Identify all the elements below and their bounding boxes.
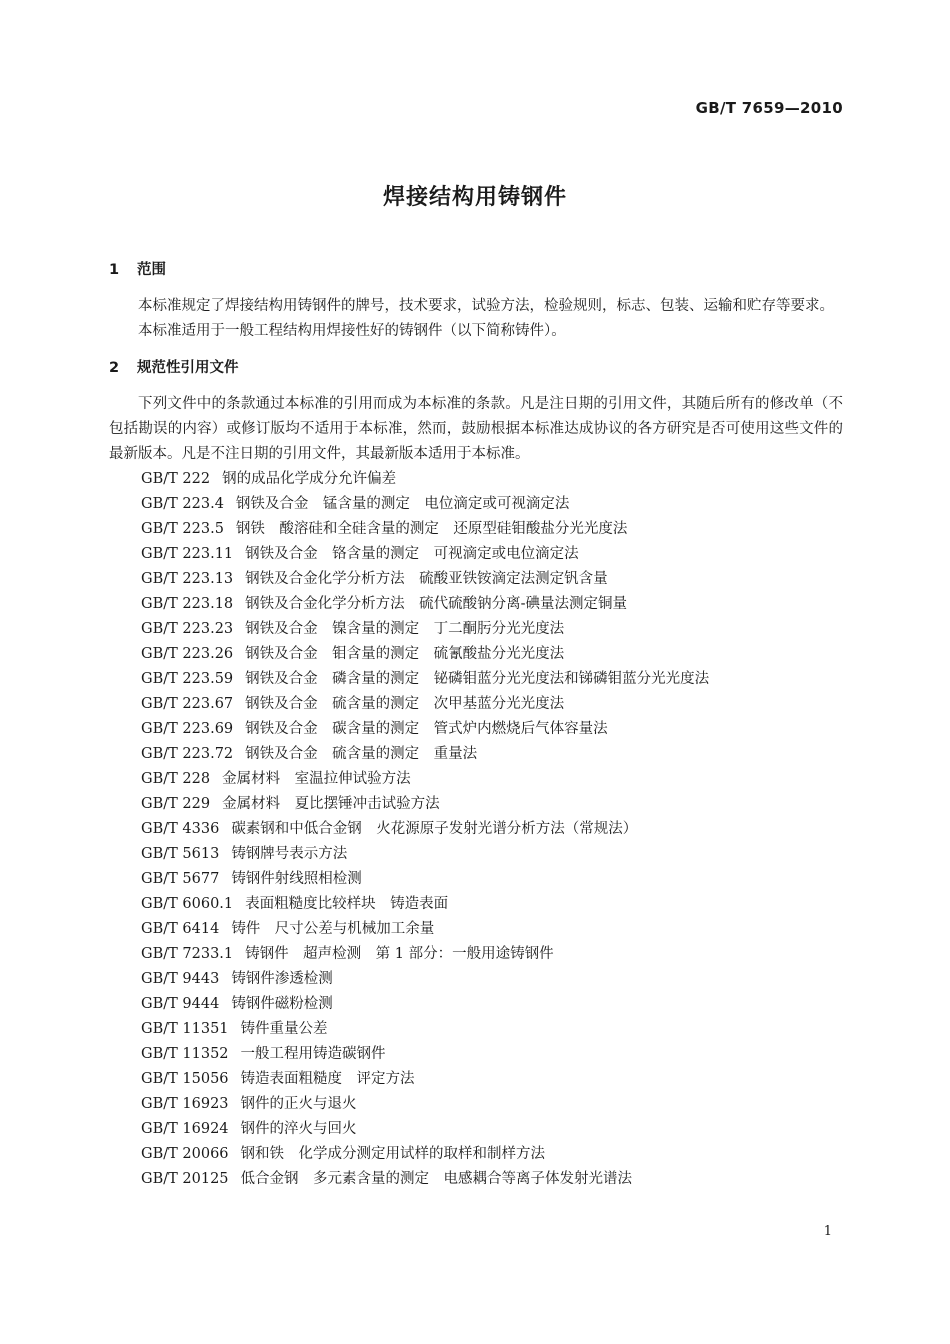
reference-code: GB/T 11351 <box>141 1021 229 1037</box>
reference-item <box>141 592 843 617</box>
reference-title: 铸钢件磁粉检测 <box>231 996 333 1012</box>
reference-title: 铸钢牌号表示方法 <box>231 846 348 862</box>
reference-title: 钢铁及合金 钼含量的测定 硫氰酸盐分光光度法 <box>245 646 565 662</box>
reference-code: GB/T 223.59 <box>141 671 234 687</box>
reference-code: GB/T 16924 <box>141 1121 229 1137</box>
reference-item <box>141 792 843 817</box>
reference-item <box>141 642 843 667</box>
reference-code: GB/T 4336 <box>141 821 220 837</box>
reference-item <box>141 1167 843 1192</box>
reference-title: 钢铁及合金 镍含量的测定 丁二酮肟分光光度法 <box>245 621 565 637</box>
section-number: 1 <box>109 262 120 278</box>
reference-title: 表面粗糙度比较样块 铸造表面 <box>245 896 449 912</box>
reference-code: GB/T 223.26 <box>141 646 234 662</box>
normative-intro: 下列文件中的条款通过本标准的引用而成为本标准的条款。凡是注日期的引用文件，其随后所有的修改单（不包括勘误的内容）或修订版均不适用于本标准，然而，鼓励根据本标准达成协议的各方研究是否可使用这些文件的最新版本。凡是不注日期的引用文件，其最新版本适用于本标准。 <box>109 396 843 462</box>
reference-title: 一般工程用铸造碳钢件 <box>240 1046 386 1062</box>
reference-code: GB/T 20125 <box>141 1171 229 1187</box>
reference-code: GB/T 223.13 <box>141 571 234 587</box>
reference-item <box>141 742 843 767</box>
reference-item <box>141 1042 843 1067</box>
reference-item <box>141 717 843 742</box>
reference-code: GB/T 223.5 <box>141 521 224 537</box>
reference-title: 低合金钢 多元素含量的测定 电感耦合等离子体发射光谱法 <box>240 1171 633 1187</box>
reference-code: GB/T 9444 <box>141 996 220 1012</box>
reference-item <box>141 492 843 517</box>
reference-item <box>141 1092 843 1117</box>
reference-title: 钢铁及合金 硫含量的测定 次甲基蓝分光光度法 <box>245 696 565 712</box>
reference-title: 铸钢件渗透检测 <box>231 971 333 987</box>
reference-item <box>141 1117 843 1142</box>
reference-item <box>141 567 843 592</box>
reference-item <box>141 1142 843 1167</box>
reference-code: GB/T 9443 <box>141 971 220 987</box>
reference-code: GB/T 222 <box>141 471 211 487</box>
scope-paragraph: 本标准适用于一般工程结构用焊接性好的铸钢件（以下简称铸件）。 <box>138 323 566 339</box>
reference-item <box>141 1017 843 1042</box>
reference-code: GB/T 223.11 <box>141 546 234 562</box>
reference-code: GB/T 11352 <box>141 1046 229 1062</box>
reference-code: GB/T 223.18 <box>141 596 234 612</box>
reference-code: GB/T 228 <box>141 771 211 787</box>
reference-title: 金属材料 夏比摆锤冲击试验方法 <box>222 796 440 812</box>
reference-title: 钢件的正火与退火 <box>240 1096 357 1112</box>
section-scope-heading <box>109 260 843 280</box>
reference-title: 钢和铁 化学成分测定用试样的取样和制样方法 <box>240 1146 546 1162</box>
reference-title: 钢铁及合金化学分析方法 硫酸亚铁铵滴定法测定钒含量 <box>245 571 608 587</box>
reference-title: 金属材料 室温拉伸试验方法 <box>222 771 411 787</box>
reference-code: GB/T 223.67 <box>141 696 234 712</box>
reference-title: 钢铁及合金 磷含量的测定 铋磷钼蓝分光光度法和锑磷钼蓝分光光度法 <box>245 671 710 687</box>
standard-code: GB/T 7659—2010 <box>695 99 843 117</box>
reference-title: 钢铁及合金 铬含量的测定 可视滴定或电位滴定法 <box>245 546 579 562</box>
section-title: 规范性引用文件 <box>137 360 239 376</box>
reference-title: 碳素钢和中低合金钢 火花源原子发射光谱分析方法（常规法） <box>231 821 638 837</box>
reference-code: GB/T 6414 <box>141 921 220 937</box>
reference-code: GB/T 223.72 <box>141 746 234 762</box>
reference-title: 铸件重量公差 <box>240 1021 328 1037</box>
reference-title: 钢铁及合金 碳含量的测定 管式炉内燃烧后气体容量法 <box>245 721 608 737</box>
reference-item <box>141 942 843 967</box>
reference-code: GB/T 6060.1 <box>141 896 234 912</box>
reference-code: GB/T 7233.1 <box>141 946 234 962</box>
reference-title: 钢铁 酸溶硅和全硅含量的测定 还原型硅钼酸盐分光光度法 <box>235 521 628 537</box>
reference-item <box>141 617 843 642</box>
reference-code: GB/T 5677 <box>141 871 220 887</box>
reference-list <box>109 467 843 1192</box>
reference-code: GB/T 223.4 <box>141 496 224 512</box>
reference-title: 钢铁及合金 锰含量的测定 电位滴定或可视滴定法 <box>235 496 570 512</box>
reference-code: GB/T 223.23 <box>141 621 234 637</box>
reference-item <box>141 517 843 542</box>
reference-title: 铸钢件射线照相检测 <box>231 871 362 887</box>
reference-code: GB/T 15056 <box>141 1071 229 1087</box>
reference-item <box>141 767 843 792</box>
page-number: 1 <box>823 1224 832 1239</box>
document-body <box>109 260 843 1192</box>
reference-title: 钢件的淬火与回火 <box>240 1121 357 1137</box>
reference-item <box>141 692 843 717</box>
reference-title: 铸钢件 超声检测 第 1 部分：一般用途铸钢件 <box>245 946 554 962</box>
reference-title: 钢铁及合金化学分析方法 硫代硫酸钠分离-碘量法测定铜量 <box>245 596 628 612</box>
reference-item <box>141 992 843 1017</box>
reference-item <box>141 817 843 842</box>
reference-title: 铸造表面粗糙度 评定方法 <box>240 1071 415 1087</box>
reference-item <box>141 1067 843 1092</box>
reference-item <box>141 892 843 917</box>
reference-title: 钢的成品化学成分允许偏差 <box>222 471 397 487</box>
reference-item <box>141 842 843 867</box>
reference-item <box>141 867 843 892</box>
reference-code: GB/T 5613 <box>141 846 220 862</box>
section-number: 2 <box>109 360 120 376</box>
reference-item <box>141 917 843 942</box>
document-title: 焊接结构用铸钢件 <box>382 185 567 210</box>
reference-title: 钢铁及合金 硫含量的测定 重量法 <box>245 746 478 762</box>
reference-code: GB/T 20066 <box>141 1146 229 1162</box>
section-normative-heading <box>109 358 843 378</box>
reference-code: GB/T 229 <box>141 796 211 812</box>
scope-paragraph: 本标准规定了焊接结构用铸钢件的牌号，技术要求，试验方法，检验规则，标志、包装、运输和贮存等要求。 <box>138 298 834 314</box>
section-title: 范围 <box>137 262 166 278</box>
reference-item <box>141 467 843 492</box>
reference-item <box>141 667 843 692</box>
reference-code: GB/T 223.69 <box>141 721 234 737</box>
reference-code: GB/T 16923 <box>141 1096 229 1112</box>
reference-item <box>141 542 843 567</box>
reference-title: 铸件 尺寸公差与机械加工余量 <box>231 921 435 937</box>
reference-item <box>141 967 843 992</box>
